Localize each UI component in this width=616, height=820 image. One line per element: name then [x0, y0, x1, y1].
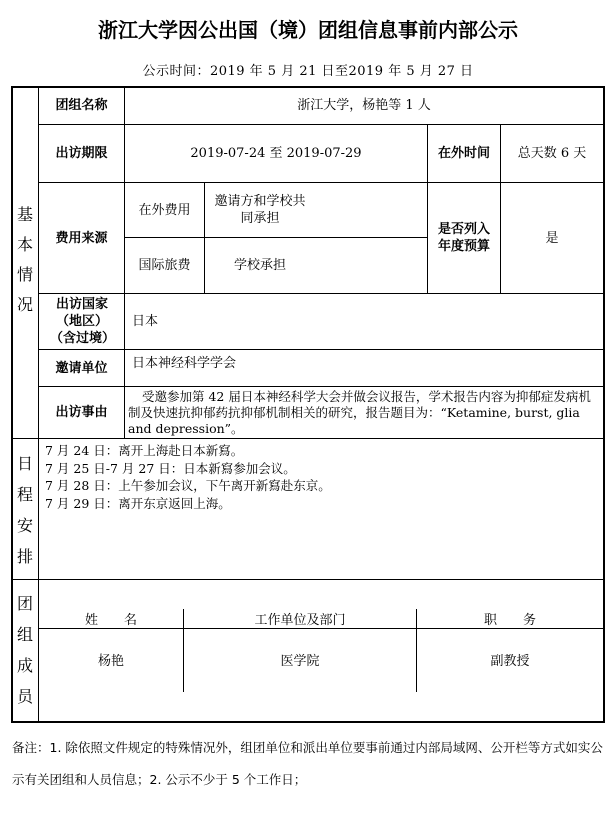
group-name-value: 浙江大学，杨艳等 1 人	[297, 98, 431, 113]
funding-abroad-label: 在外费用	[138, 202, 191, 218]
funding-abroad-value: 邀请方和学校共同承担	[214, 194, 306, 226]
section-basic-info: 基 本 情 况	[16, 205, 33, 314]
schedule-list	[45, 442, 331, 512]
funding-source-label: 费用来源	[55, 230, 108, 246]
funding-travel-label: 国际旅费	[138, 258, 191, 273]
footnote-line-2: 示有关团组和人员信息；2. 公示不少于 5 个工作日；	[12, 772, 307, 787]
section-members: 团 组 成 员	[16, 594, 33, 706]
member-title: 副教授	[490, 653, 530, 669]
schedule-item: 7 月 24 日：离开上海赴日本新寫。	[45, 443, 244, 458]
visit-purpose-value: 受邀参加第 42 届日本神经科学大会并做会议报告，学术报告内容为抑郁症发病机制及快速抗抑郁药抗抑郁机制相关的研究，报告题目为：“Ketamine, burst, glia and depression”。	[128, 389, 591, 436]
schedule-item: 7 月 29 日：离开东京返回上海。	[45, 495, 231, 511]
member-title-header: 职 务	[483, 612, 536, 628]
schedule-item: 7 月 25 日-7 月 27 日：日本新寫参加会议。	[45, 460, 296, 476]
member-unit-header: 工作单位及部门	[254, 612, 346, 628]
footnote-line-1: 备注：1. 除依照文件规定的特殊情况外，组团单位和派出单位要事前通过内部局域网、公开栏等方式如实公	[12, 740, 603, 755]
time-abroad-label: 在外时间	[437, 146, 490, 161]
visit-purpose-label: 出访事由	[55, 405, 108, 420]
visit-period-label: 出访期限	[55, 146, 108, 161]
member-name: 杨艳	[97, 653, 124, 669]
inviting-organization-label: 邀请单位	[55, 360, 108, 376]
inviting-organization-value: 日本神经科学学会	[132, 356, 237, 371]
funding-travel-value: 学校承担	[233, 258, 286, 273]
member-name-header: 姓 名	[84, 612, 137, 628]
section-schedule: 日 程 安 排	[16, 454, 33, 566]
time-abroad-value: 总天数 6 天	[517, 146, 587, 161]
in-budget-label: 是否列入年度预算	[437, 222, 490, 254]
group-name-label: 团组名称	[55, 98, 108, 113]
document-title: 浙江大学因公出国（境）团组信息事前内部公示	[98, 18, 518, 42]
schedule-item: 7 月 28 日：上午参加会议，下午离开新寫赴东京。	[45, 478, 331, 493]
member-unit: 医学院	[280, 653, 320, 669]
destination-country-label: 出访国家（地区）（含过境）	[50, 297, 116, 346]
publicity-period: 公示时间：2019 年 5 月 21 日至2019 年 5 月 27 日	[142, 64, 474, 79]
in-budget-value: 是	[545, 230, 559, 246]
destination-country-value: 日本	[132, 314, 159, 329]
visit-period-value: 2019-07-24 至 2019-07-29	[190, 146, 362, 161]
